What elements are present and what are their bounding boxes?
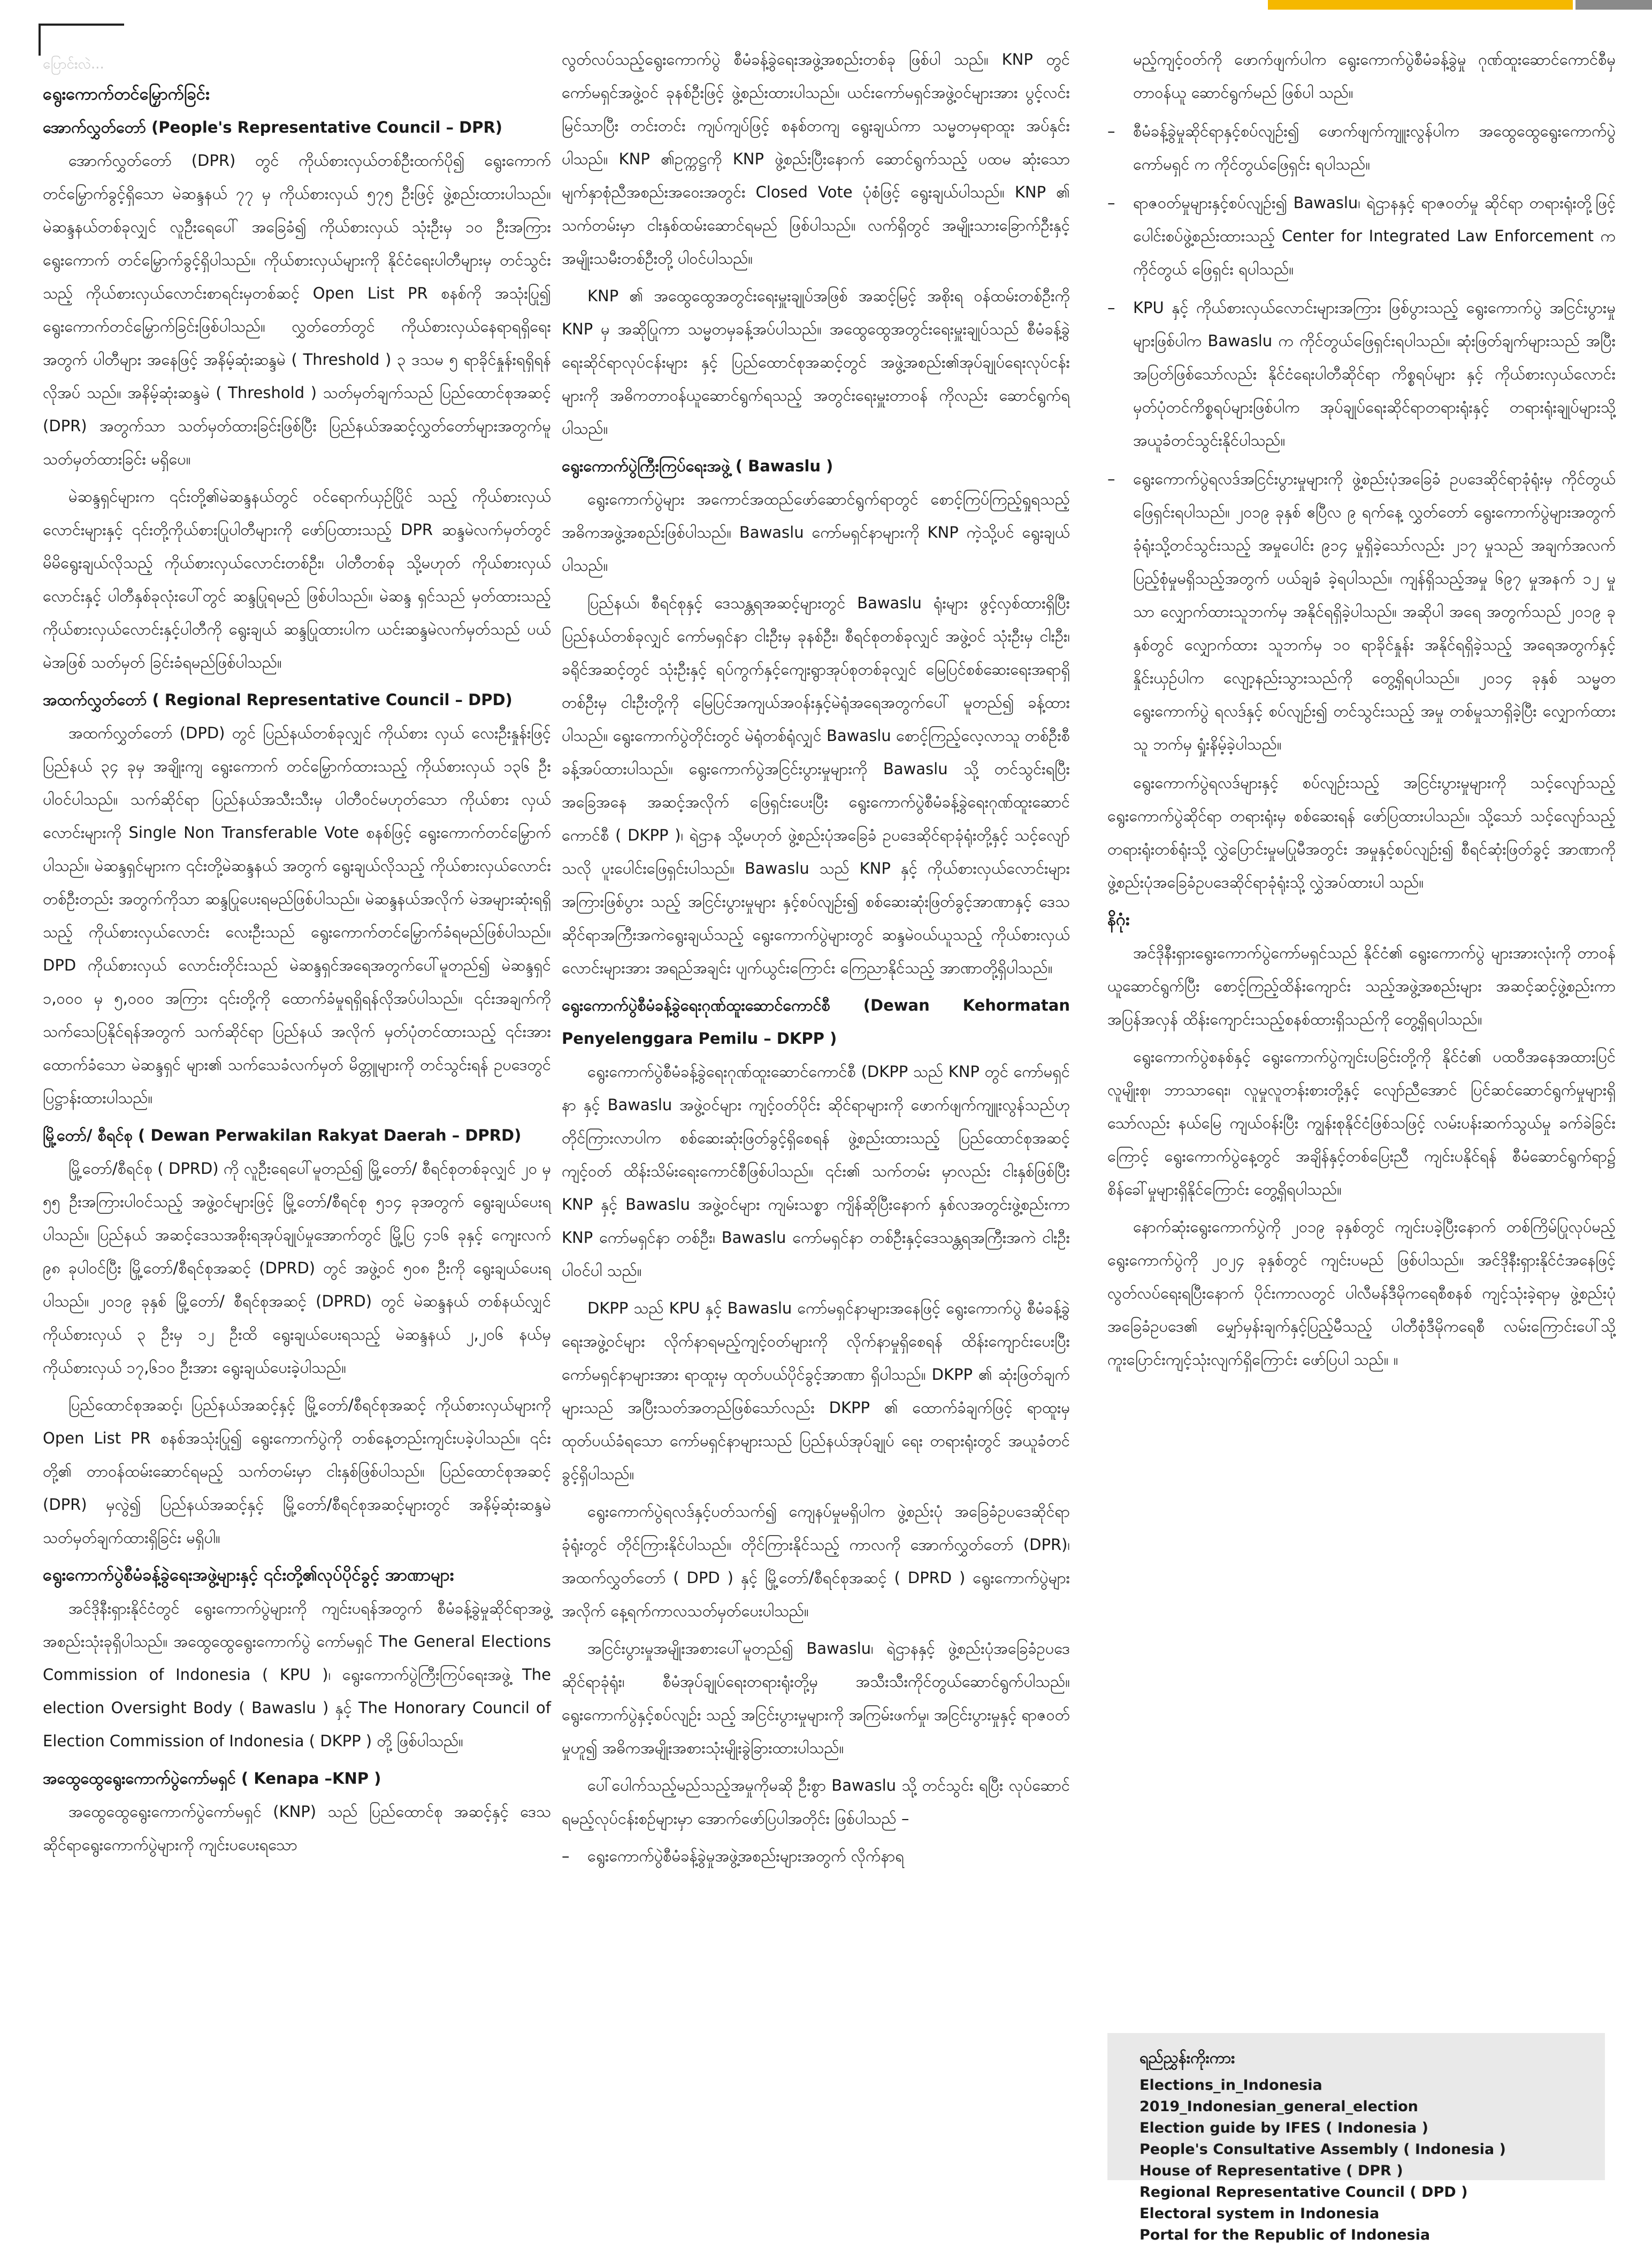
section-title: ရွေးကောက်တင်မြှောက်ခြင်း <box>43 85 210 104</box>
dpr-heading: အောက်လွှတ်တော် (People's Representative Council – DPR) <box>43 118 503 136</box>
dprd-paragraph-2: ပြည်ထောင်စုအဆင့်၊ ပြည်နယ်အဆင့်နှင့် မြို့တော်/စီရင်စုအဆင့် ကိုယ်စားလှယ်များကို Open List PR စနစ်အသုံးပြု၍ ရွေးကောက်ပွဲကို တစ်နေ့တည်းကျင်းပခဲ့ပါသည်။ ၎င်းတို့၏ တာဝန်ထမ်းဆောင်ရမည့် သက်တမ်းမှာ ငါးနှစ်ဖြစ်ပါသည်။ ပြည်ထောင်စုအဆင့် (DPR) မှလွဲ၍ ပြည်နယ်အဆင့်နှင့် မြို့တော်/စီရင်စုအဆင့်များတွင် အနိမ့်ဆုံးဆန္ဒမဲ သတ်မှတ်ချက်ထားရှိခြင်း မရှိပါ။ <box>43 1396 551 1547</box>
dpr-paragraph-2: မဲဆန္ဒရှင်များက ၎င်းတို့၏မဲဆန္ဒနယ်တွင် ဝင်ရောက်ယှဉ်ပြိုင် သည့် ကိုယ်စားလှယ်လောင်းများနှင့် ၎င်းတို့ကိုယ်စားပြုပါတီများကို ဖော်ပြထားသည့် DPR ဆန္ဒမဲလက်မှတ်တွင် မိမိရွေးချယ်လိုသည့် ကိုယ်စားလှယ်လောင်းတစ်ဦး၊ ပါတီတစ်ခု သို့မဟုတ် ကိုယ်စားလှယ် လောင်းနှင့် ပါတီနှစ်ခုလုံးပေါ်တွင် ဆန္ဒပြုရမည် ဖြစ်ပါသည်။ မဲဆန္ဒ ရှင်သည် မှတ်ထားသည့် ကိုယ်စားလှယ်လောင်းနှင့်ပါတီကို ရွေးချယ် ဆန္ဒပြုထားပါက ယင်းဆန္ဒမဲလက်မှတ်သည် ပယ်မဲအဖြစ် သတ်မှတ် ခြင်းခံရမည်ဖြစ်ပါသည်။ <box>43 487 551 671</box>
reference-item: Elections_in_Indonesia <box>1139 2077 1322 2094</box>
faint-header-text: ပြောင်းလဲ... <box>43 56 104 72</box>
conclusion-paragraph-1: အင်ဒိုနီးရှားရွေးကောက်ပွဲကော်မရှင်သည် နိုင်ငံ၏ ရွေးကောက်ပွဲ များအားလုံးကို တာဝန်ယူဆောင်ရွက်ပြီး စောင့်ကြည့်ထိန်းကျောင်း သည့်အဖွဲ့အစည်းများ အဆင့်ဆင့်ဖွဲ့စည်းကာ အပြန်အလှန် ထိန်းကျောင်းသည့်စနစ်ထားရှိသည်ကို တွေ့ရှိရပါသည်။ <box>1107 944 1616 1028</box>
bodies-paragraph-1: အင်ဒိုနီးရှားနိုင်ငံတွင် ရွေးကောက်ပွဲများကို ကျင်းပရန်အတွက် စီမံခန့်ခွဲမှုဆိုင်ရာအဖွဲ့အစည်းသုံးခုရှိပါသည်။ အထွေထွေရွေးကောက်ပွဲ ကော်မရှင် The General Elections Commission of Indonesia ( KPU )၊ ရွေးကောက်ပွဲကြီးကြပ်ရေးအဖွဲ့ The election Oversight Body ( Bawaslu ) နှင့် The Honorary Council of Election Commission of Indonesia ( DKPP ) တို့ ဖြစ်ပါသည်။ <box>43 1599 551 1750</box>
kpu-paragraph-3: KNP ၏ အထွေထွေအတွင်းရေးမှူးချုပ်အဖြစ် အဆင့်မြင့် အစိုးရ ဝန်ထမ်းတစ်ဦးကို KNP မှ အဆိုပြုကာ သမ္မတမှခန့်အပ်ပါသည်။ အထွေထွေအတွင်းရေးမှူးချုပ်သည် စီမံခန့်ခွဲရေးဆိုင်ရာလုပ်ငန်းများ နှင့် ပြည်ထောင်စုအဆင့်တွင် အဖွဲ့အစည်း၏အုပ်ချုပ်ရေးလုပ်ငန်း များကို အဓိကတာဝန်ယူဆောင်ရွက်ရသည့် အတွင်းရေးမှူးတာဝန် ကိုလည်း ဆောင်ရွက်ရပါသည်။ <box>562 287 1070 438</box>
reference-item: Electoral system in Indonesia <box>1139 2205 1380 2222</box>
kpu-paragraph-1: အထွေထွေရွေးကောက်ပွဲကော်မရှင် (KNP) သည် ပြည်ထောင်စု အဆင့်နှင့် ဒေသဆိုင်ရာရွေးကောက်ပွဲများကို ကျင်းပပေးရသော <box>43 1802 551 1854</box>
reference-item: Election guide by IFES ( Indonesia ) <box>1139 2120 1428 2136</box>
bullet-text: ရွေးကောက်ပွဲစီမံခန့်ခွဲမှုအဖွဲ့အစည်းများအတွက် လိုက်နာရ <box>587 1847 904 1865</box>
kpu-paragraph-2: လွတ်လပ်သည့်ရွေးကောက်ပွဲ စီမံခန့်ခွဲရေးအဖွဲ့အစည်းတစ်ခု ဖြစ်ပါ သည်။ KNP တွင် ကော်မရှင်အဖွဲ့ဝင် ခုနစ်ဦးဖြင့် ဖွဲ့စည်းထားပါသည်။ ယင်းကော်မရှင်အဖွဲ့ဝင်များအား ပွင့်လင်းမြင်သာပြီး တင်းတင်း ကျပ်ကျပ်ဖြင့် စနစ်တကျ ရွေးချယ်ကာ သမ္မတမှရာထူး အပ်နှင်းပါသည်။ KNP ၏ဥက္ကဋ္ဌကို KNP ဖွဲ့စည်းပြီးနောက် ဆောင်ရွက်သည့် ပထမ ဆုံးသော မျက်နှာစုံညီအစည်းအဝေးအတွင်း Closed Vote ပုံစံဖြင့် ရွေးချယ်ပါသည်။ KNP ၏ သက်တမ်းမှာ ငါးနှစ်ထမ်းဆောင်ရမည် ဖြစ်ပါသည်။ လက်ရှိတွင် အမျိုးသားခြောက်ဦးနှင့် အမျိုးသမီးတစ်ဦးတို့ ပါဝင်ပါသည်။ <box>562 50 1070 268</box>
bawaslu-paragraph-1: ရွေးကောက်ပွဲများ အကောင်အထည်ဖော်ဆောင်ရွက်ရာတွင် စောင့်ကြပ်ကြည့်ရှုရသည့် အဓိကအဖွဲ့အစည်းဖြစ်ပါသည်။ Bawaslu ကော်မရှင်နာများကို KNP ကဲ့သို့ပင် ရွေးချယ်ပါသည်။ <box>562 490 1070 575</box>
procedure-bullet-1-cont <box>1107 43 1616 109</box>
column-right <box>1107 43 1616 1380</box>
bullet-text: စီမံခန့်ခွဲမှုဆိုင်ရာနှင့်စပ်လျဉ်း၍ ဖောက်ဖျက်ကျူးလွန်ပါက အထွေထွေရွေးကောက်ပွဲကော်မရှင် က ကိုင်တွယ်ဖြေရှင်း ရပါသည်။ <box>1133 122 1616 173</box>
kpu-heading: အထွေထွေရွေးကောက်ပွဲကော်မရှင် ( Kenapa –KNP ) <box>43 1769 381 1787</box>
corner-rule-vertical <box>39 24 41 56</box>
bullet-dash: – <box>1107 299 1115 317</box>
procedure-bullet-3 <box>1107 186 1616 286</box>
bawaslu-paragraph-2: ပြည်နယ်၊ စီရင်စုနှင့် ဒေသန္တရအဆင့်များတွင် Bawaslu ရုံးများ ဖွင့်လှစ်ထားရှိပြီး ပြည်နယ်တစ်ခုလျှင် ကော်မရှင်နာ ငါးဦးမှ ခုနစ်ဦး၊ စီရင်စုတစ်ခုလျှင် အဖွဲ့ဝင် သုံးဦးမှ ငါးဦး၊ ခရိုင်အဆင့်တွင် သုံးဦးနှင့် ရပ်ကွက်နှင့်ကျေးရွာအုပ်စုတစ်ခုလျှင် မြေပြင်စစ်ဆေးရေးအရာရှိ တစ်ဦးမှ ငါးဦးတို့ကို မြေပြင်အကျယ်အဝန်းနှင့်မဲရုံအရေအတွက်ပေါ် မူတည်၍ ခန့်ထားပါသည်။ ရွေးကောက်ပွဲတိုင်းတွင် မဲရုံတစ်ရုံလျှင် Bawaslu စောင့်ကြည့်လေ့လာသူ တစ်ဦးစီ ခန့်အပ်ထားပါသည်။ ရွေးကောက်ပွဲအငြင်းပွားမှုများကို Bawaslu သို့ တင်သွင်းရပြီး အခြေအနေ အဆင့်အလိုက် ဖြေရှင်းပေးပြီး ရွေးကောက်ပွဲစီမံခန့်ခွဲရေးဂုဏ်ထူးဆောင် ကောင်စီ ( DKPP )၊ ရဲဌာန သို့မဟုတ် ဖွဲ့စည်းပုံအခြေခံ ဥပဒေဆိုင်ရာခုံရုံးတို့နှင့် သင့်လျော်သလို ပူးပေါင်းဖြေရှင်းပါသည်။ Bawaslu သည် KNP နှင့် ကိုယ်စားလှယ်လောင်းများအကြားဖြစ်ပွား သည့် အငြင်းပွားမှုများ နှင့်စပ်လျဉ်း၍ စစ်ဆေးဆုံးဖြတ်ခွင့်အာဏာနှင့် ဒေသဆိုင်ရာအကြီးအကဲရွေးချယ်သည့် ရွေးကောက်ပွဲများတွင် ဆန္ဒမဲဝယ်ယူသည့် ကိုယ်စားလှယ်လောင်းများအား အရည်အချင်း ပျက်ယွင်းကြောင်း ကြေညာနိုင်သည့် အာဏာတို့ရှိပါသည်။ <box>562 594 1070 977</box>
conclusion-heading: နိဂုံး <box>1107 910 1130 929</box>
dpd-paragraph-1: အထက်လွှတ်တော် (DPD) တွင် ပြည်နယ်တစ်ခုလျှင် ကိုယ်စား လှယ် လေးဦးနှုန်းဖြင့် ပြည်နယ် ၃၄ ခုမှ အချိုးကျ ရွေးကောက် တင်မြှောက်ထားသည့် ကိုယ်စားလှယ် ၁၃၆ ဦး ပါဝင်ပါသည်။ သက်ဆိုင်ရာ ပြည်နယ်အသီးသီးမှ ပါတီဝင်မဟုတ်သော ကိုယ်စား လှယ်လောင်းများကို Single Non Transferable Vote စနစ်ဖြင့် ရွေးကောက်တင်မြှောက်ပါသည်။ မဲဆန္ဒရှင်များက ၎င်းတို့မဲဆန္ဒနယ် အတွက် ရွေးချယ်လိုသည့် ကိုယ်စားလှယ်လောင်းတစ်ဦးတည်း အတွက်ကိုသာ ဆန္ဒပြုပေးရမည်ဖြစ်ပါသည်။ မဲဆန္ဒနယ်အလိုက် မဲအများဆုံးရရှိသည့် ကိုယ်စားလှယ်လောင်း လေးဦးသည် ရွေးကောက်တင်မြှောက်ခံရမည်ဖြစ်ပါသည်။ DPD ကိုယ်စားလှယ် လောင်းတိုင်းသည် မဲဆန္ဒရှင်အရေအတွက်ပေါ်မူတည်၍ မဲဆန္ဒရှင် ၁,၀၀၀ မှ ၅,၀၀၀ အကြား ၎င်းတို့ကို ထောက်ခံမှုရရှိရန်လိုအပ်ပါသည်။ ၎င်းအချက်ကို သက်သေပြနိုင်ရန်အတွက် သက်ဆိုင်ရာ ပြည်နယ် အလိုက် မှတ်ပုံတင်ထားသည့် ၎င်းအားထောက်ခံသော မဲဆန္ဒရှင် များ၏ သက်သေခံလက်မှတ် မိတ္တူများကို တင်သွင်းရန် ဥပဒေတွင် ပြဋ္ဌာန်းထားပါသည်။ <box>43 724 551 1107</box>
bullet-dash: – <box>1107 470 1115 488</box>
bullet-dash: – <box>1107 194 1115 212</box>
procedure-bullet-2 <box>1107 114 1616 181</box>
procedure-bullet-4 <box>1107 291 1616 457</box>
dkpp-paragraph-1: ရွေးကောက်ပွဲစီမံခန့်ခွဲရေးဂုဏ်ထူးဆောင်ကောင်စီ (DKPP သည် KNP တွင် ကော်မရှင်နာ နှင့် Bawaslu အဖွဲ့ဝင်များ ကျင့်ဝတ်ပိုင်း ဆိုင်ရာများကို ဖောက်ဖျက်ကျူးလွန်သည်ဟု တိုင်ကြားလာပါက စစ်ဆေးဆုံးဖြတ်ခွင့်ရှိစေရန် ဖွဲ့စည်းထားသည့် ပြည်ထောင်စုအဆင့် ကျင့်ဝတ် ထိန်းသိမ်းရေးကောင်စီဖြစ်ပါသည်။ ၎င်း၏ သက်တမ်း မှာလည်း ငါးနှစ်ဖြစ်ပြီး KNP နှင့် Bawaslu အဖွဲ့ဝင်များ ကျမ်းသစ္စာ ကျိန်ဆိုပြီးနောက် နှစ်လအတွင်းဖွဲ့စည်းကာ KNP ကော်မရှင်နာ တစ်ဦး၊ Bawaslu ကော်မရှင်နာ တစ်ဦးနှင့်ဒေသန္တရအကြီးအကဲ ငါးဦး ပါဝင်ပါ သည်။ <box>562 1063 1070 1280</box>
dkpp-paragraph-2: DKPP သည် KPU နှင့် Bawaslu ကော်မရှင်နာများအနေဖြင့် ရွေးကောက်ပွဲ စီမံခန့်ခွဲရေးအဖွဲ့ဝင်များ လိုက်နာရမည့်ကျင့်ဝတ်များကို လိုက်နာမှုရှိစေရန် ထိန်းကျောင်းပေးပြီး ကော်မရှင်နာများအား ရာထူးမှ ထုတ်ပယ်ပိုင်ခွင့်အာဏာ ရှိပါသည်။ DKPP ၏ ဆုံးဖြတ်ချက်များသည် အပြီးသတ်အတည်ဖြစ်သော်လည်း DKPP ၏ ထောက်ခံချက်ဖြင့် ရာထူးမှထုတ်ပယ်ခံရသော ကော်မရှင်နာများသည် ပြည်နယ်အုပ်ချုပ် ရေး တရားရုံးတွင် အယူခံတင်ခွင့်ရှိပါသည်။ <box>562 1299 1070 1483</box>
dkpp-paragraph-3: ရွေးကောက်ပွဲရလဒ်နှင့်ပတ်သက်၍ ကျေနပ်မှုမရှိပါက ဖွဲ့စည်းပုံ အခြေခံဥပဒေဆိုင်ရာ ခုံရုံးတွင် တိုင်ကြားနိုင်ပါသည်။ တိုင်ကြားနိုင်သည့် ကာလကို အောက်လွှတ်တော် (DPR)၊ အထက်လွှတ်တော် ( DPD ) နှင့် မြို့တော်/စီရင်စုအဆင့် ( DPRD ) ရွေးကောက်ပွဲများ အလိုက် နေ့ရက်ကာလသတ်မှတ်ပေးပါသည်။ <box>562 1502 1070 1620</box>
bodies-heading: ရွေးကောက်ပွဲစီမံခန့်ခွဲရေးအဖွဲ့များနှင့် ၎င်းတို့၏လုပ်ပိုင်ခွင့် အာဏာများ <box>43 1565 454 1585</box>
references-box <box>1107 2033 1605 2243</box>
header-page-tab <box>1575 0 1652 10</box>
dkpp-paragraph-4: အငြင်းပွားမှုအမျိုးအစားပေါ်မူတည်၍ Bawaslu၊ ရဲဌာနနှင့် ဖွဲ့စည်းပုံအခြေခံဥပဒေဆိုင်ရာခုံရုံး၊ စီမံအုပ်ချုပ်ရေးတရားရုံးတို့မှ အသီးသီးကိုင်တွယ်ဆောင်ရွက်ပါသည်။ ရွေးကောက်ပွဲနှင့်စပ်လျဉ်း သည့် အငြင်းပွားမှုများကို အကြမ်းဖက်မှု၊ အငြင်းပွားမှုနှင့် ရာဇဝတ် မှုဟူ၍ အဓိကအမျိုးအစားသုံးမျိုးခွဲခြားထားပါသည်။ <box>562 1639 1070 1757</box>
dpr-paragraph-1: အောက်လွှတ်တော် (DPR) တွင် ကိုယ်စားလှယ်တစ်ဦးထက်ပို၍ ရွေးကောက် တင်မြှောက်ခွင့်ရှိသော မဲဆန္ဒနယ် ၇၇ မှ ကိုယ်စားလှယ် ၅၇၅ ဦးဖြင့် ဖွဲ့စည်းထားပါသည်။ မဲဆန္ဒနယ်တစ်ခုလျှင် လူဦးရေပေါ် အခြေခံ၍ ကိုယ်စားလှယ် သုံးဦးမှ ၁၀ ဦးအကြား ရွေးကောက် တင်မြှောက်ခွင့်ရှိပါသည်။ ကိုယ်စားလှယ်များကို နိုင်ငံရေးပါတီများမှ တင်သွင်းသည့် ကိုယ်စားလှယ်လောင်းစာရင်းမှတစ်ဆင့် Open List PR စနစ်ကို အသုံးပြု၍ ရွေးကောက်တင်မြှောက်ခြင်းဖြစ်ပါသည်။ လွှတ်တော်တွင် ကိုယ်စားလှယ်နေရာရရှိရေးအတွက် ပါတီများ အနေဖြင့် အနိမ့်ဆုံးဆန္ဒမဲ ( Threshold ) ၃ ဒသမ ၅ ရာခိုင်နှုန်းရရှိရန် လိုအပ် သည်။ အနိမ့်ဆုံးဆန္ဒမဲ ( Threshold ) သတ်မှတ်ချက်သည် ပြည်ထောင်စုအဆင့် (DPR) အတွက်သာ သတ်မှတ်ထားခြင်းဖြစ်ပြီး ပြည်နယ်အဆင့်လွှတ်တော်များအတွက်မူ သတ်မှတ်ထားခြင်း မရှိပေ။ <box>43 151 551 468</box>
references-title: ရည်ညွှန်းကိုးကား <box>1139 2049 1235 2067</box>
after-bullets-paragraph: ရွေးကောက်ပွဲရလဒ်များနှင့် စပ်လျဉ်းသည့် အငြင်းပွားမှုများကို သင့်လျော်သည့် ရွေးကောက်ပွဲဆိုင်ရာ တရားရုံးမှ စစ်ဆေးရန် ဖော်ပြထားပါသည်။ သို့သော် သင့်လျော်သည့် တရားရုံးတစ်ရုံးသို့ လွှဲပြောင်းမှုမပြုမီအတွင်း အမှုနှင့်စပ်လျဉ်း၍ စီရင်ဆုံးဖြတ်ခွင့် အာဏာကို ဖွဲ့စည်းပုံအခြေခံဥပဒေဆိုင်ရာခုံရုံးသို့ လွှဲအပ်ထားပါ သည်။ <box>1107 774 1616 891</box>
bullet-dash: – <box>562 1847 570 1865</box>
column-middle <box>562 43 1070 1878</box>
conclusion-paragraph-3: နောက်ဆုံးရွေးကောက်ပွဲကို ၂၀၁၉ ခုနှစ်တွင် ကျင်းပခဲ့ပြီးနောက် တစ်ကြိမ်ပြုလုပ်မည့် ရွေးကောက်ပွဲကို ၂၀၂၄ ခုနှစ်တွင် ကျင်းပမည် ဖြစ်ပါသည်။ အင်ဒိုနီးရှားနိုင်ငံအနေဖြင့် လွတ်လပ်ရေးရပြီးနောက် ပိုင်းကာလတွင် ပါလီမန်ဒီမိုကရေစီစနစ် ကျင့်သုံးခဲ့ရာမှ ဖွဲ့စည်းပုံ အခြေခံဥပဒေ၏ မျှော်မှန်းချက်နှင့်ပြည့်မီသည့် ပါတီစုံဒီမိုကရေစီ လမ်းကြောင်းပေါ်သို့ ကူးပြောင်းကျင့်သုံးလျက်ရှိကြောင်း ဖော်ပြပါ သည်။ ။ <box>1107 1218 1616 1369</box>
bullet-text: KPU နှင့် ကိုယ်စားလှယ်လောင်းများအကြား ဖြစ်ပွားသည့် ရွေးကောက်ပွဲ အငြင်းပွားမှုများဖြစ်ပါက Bawaslu က ကိုင်တွယ်ဖြေရှင်းရပါသည်။ ဆုံးဖြတ်ချက်များသည် အပြီး အပြတ်ဖြစ်သော်လည်း နိုင်ငံရေးပါတီဆိုင်ရာ ကိစ္စရပ်များ နှင့် ကိုယ်စားလှယ်လောင်း မှတ်ပုံတင်ကိစ္စရပ်များဖြစ်ပါက အုပ်ချုပ်ရေးဆိုင်ရာတရားရုံးနှင့် တရားရုံးချုပ်များသို့ အယူခံတင်သွင်းနိုင်ပါသည်။ <box>1133 299 1616 449</box>
dkpp-paragraph-5: ပေါ်ပေါက်သည့်မည်သည့်အမှုကိုမဆို ဦးစွာ Bawaslu သို့ တင်သွင်း ရပြီး လုပ်ဆောင်ရမည့်လုပ်ငန်းစဉ်များမှာ အောက်ဖော်ပြပါအတိုင်း ဖြစ်ပါသည် – <box>562 1776 1070 1828</box>
procedure-bullet-5 <box>1107 462 1616 761</box>
column-left <box>43 51 551 1866</box>
reference-item: 2019_Indonesian_general_election <box>1139 2098 1418 2115</box>
reference-item: People's Consultative Assembly ( Indonesia ) <box>1139 2141 1506 2158</box>
bullet-text: ရာဇဝတ်မှုများနှင့်စပ်လျဉ်း၍ Bawaslu၊ ရဲဌာနနှင့် ရာဇဝတ်မှု ဆိုင်ရာ တရားရုံးတို့ဖြင့် ပေါင်းစပ်ဖွဲ့စည်းထားသည့် Center for Integrated Law Enforcement က ကိုင်တွယ် ဖြေရှင်း ရပါသည်။ <box>1133 194 1616 278</box>
header-accent-bar <box>1268 0 1573 10</box>
dprd-heading: မြို့တော်/ စီရင်စု ( Dewan Perwakilan Rakyat Daerah – DPRD) <box>43 1126 522 1144</box>
reference-item: Portal for the Republic of Indonesia <box>1139 2227 1431 2243</box>
dprd-paragraph-1: မြို့တော်/စီရင်စု ( DPRD) ကို လူဦးရေပေါ်မူတည်၍ မြို့တော်/ စီရင်စုတစ်ခုလျှင် ၂၀ မှ ၅၅ ဦးအကြားပါဝင်သည့် အဖွဲ့ဝင်များဖြင့် မြို့တော်/စီရင်စု ၅၁၄ ခုအတွက် ရွေးချယ်ပေးရပါသည်။ ပြည်နယ် အဆင့်ဒေသအစိုးရအုပ်ချုပ်မှုအောက်တွင် မြို့ပြ ၄၁၆ ခုနှင့် ကျေးလက် ၉၈ ခုပါဝင်ပြီး မြို့တော်/စီရင်စုအဆင့် (DPRD) တွင် အဖွဲ့ဝင် ၅၀၈ ဦးကို ရွေးချယ်ပေးရပါသည်။ ၂၀၁၉ ခုနှစ် မြို့တော်/ စီရင်စုအဆင့် (DPRD) တွင် မဲဆန္ဒနယ် တစ်နယ်လျှင် ကိုယ်စားလှယ် ၃ ဦးမှ ၁၂ ဦးထိ ရွေးချယ်ပေးရသည့် မဲဆန္ဒနယ် ၂,၂၀၆ နယ်မှ ကိုယ်စားလှယ် ၁၇,၆၁၀ ဦးအား ရွေးချယ်ပေးခဲ့ပါသည်။ <box>43 1159 551 1377</box>
reference-item: House of Representative ( DPR ) <box>1139 2163 1403 2179</box>
bullet-text: ရွေးကောက်ပွဲရလဒ်အငြင်းပွားမှုများကို ဖွဲ့စည်းပုံအခြေခံ ဥပဒေဆိုင်ရာခုံရုံးမှ ကိုင်တွယ်ဖြေရှင်းရပါသည်။ ၂၀၁၉ ခုနှစ် ဧပြီလ ၉ ရက်နေ့ လွှတ်တော် ရွေးကောက်ပွဲများအတွက် ခုံရုံးသို့တင်သွင်းသည့် အမှုပေါင်း ၉၁၄ မှုရှိခဲ့သော်လည်း ၂၁၇ မှုသည် အချက်အလက်ပြည့်စုံမှုမရှိသည့်အတွက် ပယ်ချခံ ခဲ့ရပါသည်။ ကျန်ရှိသည့်အမှု ၆၉၇ မှုအနက် ၁၂ မှုသာ လျှောက်ထားသူဘက်မှ အနိုင်ရရှိခဲ့ပါသည်။ အဆိုပါ အရေ အတွက်သည် ၂၀၁၉ ခုနှစ်တွင် လျှောက်ထား သူဘက်မှ ၁၀ ရာခိုင်နှုန်း အနိုင်ရရှိခဲ့သည့် အရေအတွက်နှင့် နှိုင်းယှဉ်ပါက လျော့နည်းသွားသည်ကို တွေ့ရှိရပါသည်။ ၂၀၁၄ ခုနှစ် သမ္မတ ရွေးကောက်ပွဲ ရလဒ်နှင့် စပ်လျဉ်း၍ တင်သွင်းသည့် အမှု တစ်မှုသာရှိခဲ့ပြီး လျှောက်ထားသူ ဘက်မှ ရှုံးနိမ့်ခဲ့ပါသည်။ <box>1133 470 1616 753</box>
dkpp-heading: ရွေးကောက်ပွဲစီမံခန့်ခွဲရေးဂုဏ်ထူးဆောင်ကောင်စီ (Dewan Kehormatan Penyelenggara Pemilu – DKPP ) <box>562 996 1070 1048</box>
reference-item: Regional Representative Council ( DPD ) <box>1139 2184 1468 2201</box>
corner-rule <box>39 24 124 26</box>
procedure-bullet-1 <box>562 1839 1070 1873</box>
bullet-dash: – <box>1107 122 1115 140</box>
bawaslu-heading: ရွေးကောက်ပွဲကြီးကြပ်ရေးအဖွဲ့ ( Bawaslu ) <box>562 457 833 475</box>
bullet-text: မည့်ကျင့်ဝတ်ကို ဖောက်ဖျက်ပါက ရွေးကောက်ပွဲစီမံခန့်ခွဲမှု ဂုဏ်ထူးဆောင်ကောင်စီမှ တာဝန်ယူ ဆောင်ရွက်မည် ဖြစ်ပါ သည်။ <box>1133 50 1616 102</box>
dpd-heading: အထက်လွှတ်တော် ( Regional Representative Council – DPD) <box>43 691 513 709</box>
conclusion-paragraph-2: ရွေးကောက်ပွဲစနစ်နှင့် ရွေးကောက်ပွဲကျင်းပခြင်းတို့ကို နိုင်ငံ၏ ပထဝီအနေအထားပြင် လူမျိုးစု၊ ဘာသာရေး၊ လူမှုလူတန်းစားတို့နှင့် လျော်ညီအောင် ပြင်ဆင်ဆောင်ရွက်မှုများရှိသော်လည်း နယ်မြေ ကျယ်ဝန်းပြီး ကျွန်းစုနိုင်ငံဖြစ်သဖြင့် လမ်းပန်းဆက်သွယ်မှု ခက်ခဲခြင်း ကြောင့် ရွေးကောက်ပွဲနေ့တွင် အချိန်နှင့်တစ်ပြေးညီ ကျင်းပနိုင်ရန် စီမံဆောင်ရွက်ရာ၌ စိန်ခေါ်မှုများရှိနိုင်ကြောင်း တွေ့ရှိရပါသည်။ <box>1107 1048 1616 1198</box>
